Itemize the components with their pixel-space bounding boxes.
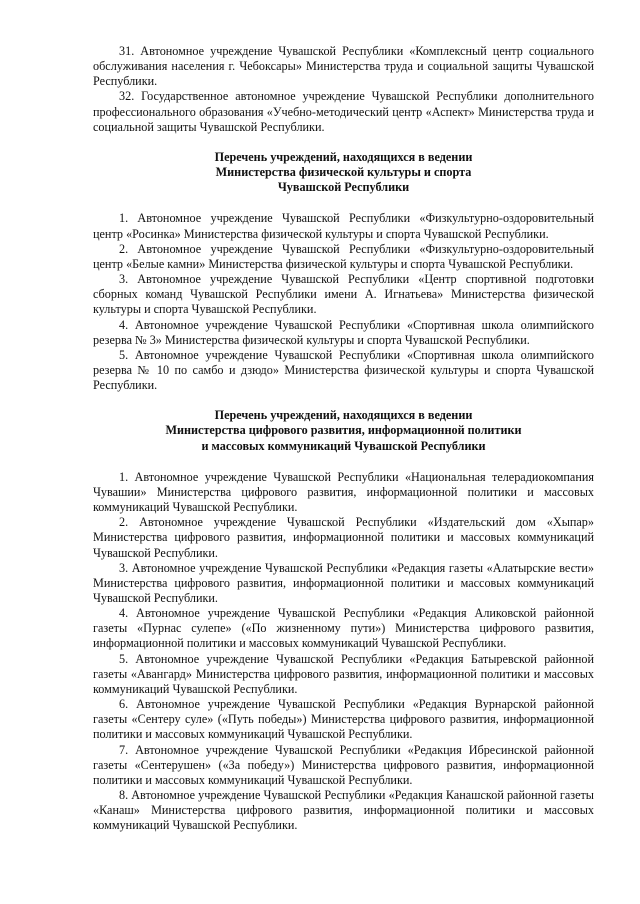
heading-line: Министерства физической культуры и спорта xyxy=(215,165,472,180)
list-item: 4. Автономное учреждение Чувашской Республики «Спортивная школа олимпийского резерва № 3» Министерства физической культуры и спорта Чувашской Республики. xyxy=(93,317,594,347)
list-item: 2. Автономное учреждение Чувашской Республики «Физкультурно-оздоровительный центр «Белые камни» Министерства физической культуры и спорта Чувашской Республики. xyxy=(93,241,594,271)
heading-line: Министерства цифрового развития, информационной политики xyxy=(165,423,522,438)
list-item: 2. Автономное учреждение Чувашской Республики «Издательский дом «Хыпар» Министерства цифрового развития, информационной политики и массовых коммуникаций Чувашской Республики. xyxy=(93,515,594,560)
top-list xyxy=(93,44,594,135)
list-item: 7. Автономное учреждение Чувашской Республики «Редакция Ибресинской районной газеты «Сентерушен» («За победу») Министерства цифрового развития, информационной политики и массовых коммуникаций Чувашской Республики. xyxy=(93,742,594,787)
list-item: 8. Автономное учреждение Чувашской Республики «Редакция Канашской районной газеты «Канаш» Министерства цифрового развития, информационной политики и массовых коммуникаций Чувашской Республики. xyxy=(93,788,594,833)
list-item: 1. Автономное учреждение Чувашской Республики «Национальная телерадиокомпания Чувашии» Министерства цифрового развития, информационной политики и массовых коммуникаций Чувашской Республики. xyxy=(93,469,594,515)
section-heading-digital xyxy=(93,408,594,453)
list-item: 1. Автономное учреждение Чувашской Республики «Физкультурно-оздоровительный центр «Росинка» Министерства физической культуры и спорта Чувашской Республики. xyxy=(93,211,594,241)
section-heading-sport xyxy=(93,150,594,195)
heading-line: Чувашской Республики xyxy=(277,180,410,195)
list-item: 6. Автономное учреждение Чувашской Республики «Редакция Вурнарской районной газеты «Сентеру суле» («Путь победы») Министерства цифрового развития, информационной политики и массовых коммуникаций Чувашской Республики. xyxy=(93,697,594,742)
list-item: 3. Автономное учреждение Чувашской Республики «Центр спортивной подготовки сборных команд Чувашской Республики имени А. Игнатьева» Министерства физической культуры и спорта Чувашской Республики. xyxy=(93,272,594,317)
list-item: 5. Автономное учреждение Чувашской Республики «Спортивная школа олимпийского резерва № 10 по самбо и дзюдо» Министерства физической культуры и спорта Чувашской Республики. xyxy=(93,347,594,393)
list-item: 3. Автономное учреждение Чувашской Республики «Редакция газеты «Алатырские вести» Министерства цифрового развития, информационной политики и массовых коммуникаций Чувашской Республики. xyxy=(93,560,594,605)
heading-line: Перечень учреждений, находящихся в ведении xyxy=(214,149,473,164)
heading-line: Перечень учреждений, находящихся в ведении xyxy=(214,408,473,423)
list-item: 31. Автономное учреждение Чувашской Республики «Комплексный центр социального обслуживания населения г. Чебоксары» Министерства труда и социальной защиты Чувашской Республики. xyxy=(93,44,594,89)
list-item: 4. Автономное учреждение Чувашской Республики «Редакция Аликовской районной газеты «Пурнас сулепе» («По жизненному пути») Министерства цифрового развития, информационной политики и массовых коммуникаций Чувашской Республики. xyxy=(93,606,594,651)
list-item: 5. Автономное учреждение Чувашской Республики «Редакция Батыревской районной газеты «Авангард» Министерства цифрового развития, информационной политики и массовых коммуникаций Чувашской Республики. xyxy=(93,651,594,696)
digital-list xyxy=(93,470,594,834)
sport-list xyxy=(93,211,594,393)
list-item: 32. Государственное автономное учреждение Чувашской Республики дополнительного профессионального образования «Учебно-методический центр «Аспект» Министерства труда и социальной защиты Чувашской Республики. xyxy=(93,89,594,134)
heading-line: и массовых коммуникаций Чувашской Республики xyxy=(201,438,486,453)
